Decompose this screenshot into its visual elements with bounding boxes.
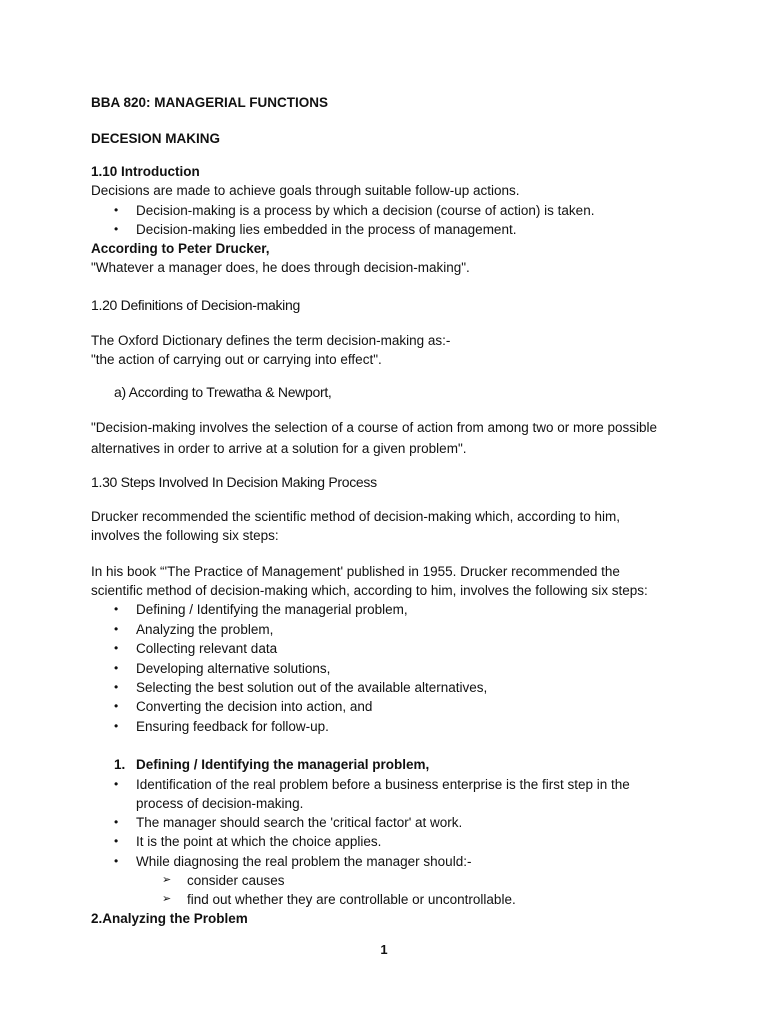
bullet-icon: •: [114, 854, 119, 868]
trewatha-quote-line2: alternatives in order to arrive at a solution for a given problem".: [91, 441, 467, 456]
book-line1: In his book “'The Practice of Management' published in 1955. Drucker recommended the: [91, 564, 620, 579]
trewatha-heading: a) According to Trewatha & Newport,: [114, 384, 332, 400]
bullet-icon: •: [114, 815, 119, 829]
numbered-heading-text: Defining / Identifying the managerial problem,: [136, 757, 430, 772]
list-item-text: Defining / Identifying the managerial problem,: [136, 602, 408, 617]
numbered-heading-number: 1.: [114, 757, 126, 772]
bullet-icon: •: [114, 203, 119, 217]
arrow-bullet-icon: ➢: [162, 893, 172, 905]
intro-heading: 1.10 Introduction: [91, 164, 200, 179]
sub-list-item-text: consider causes: [187, 873, 285, 888]
list-item-text: Converting the decision into action, and: [136, 699, 373, 714]
bullet-icon: •: [114, 661, 119, 675]
bullet-icon: •: [114, 222, 119, 236]
oxford-quote: "the action of carrying out or carrying into effect".: [91, 352, 382, 367]
drucker-label: According to Peter Drucker,: [91, 241, 270, 256]
list-item-text: Analyzing the problem,: [136, 622, 274, 637]
bullet-icon: •: [114, 719, 119, 733]
steps-intro-line1: Drucker recommended the scientific method of decision-making which, according to him,: [91, 509, 620, 524]
arrow-bullet-icon: ➢: [162, 874, 172, 886]
sub-list-item-text: find out whether they are controllable or uncontrollable.: [187, 892, 516, 907]
oxford-text: The Oxford Dictionary defines the term decision-making as:-: [91, 333, 451, 348]
list-item-text: The manager should search the 'critical factor' at work.: [136, 815, 463, 830]
definitions-heading: 1.20 Definitions of Decision-making: [91, 297, 300, 313]
intro-text: Decisions are made to achieve goals through suitable follow-up actions.: [91, 183, 520, 198]
list-item-text: Decision-making lies embedded in the process of management.: [136, 222, 517, 237]
trewatha-quote-line1: "Decision-making involves the selection of a course of action from among two or more possible: [91, 420, 658, 435]
bullet-icon: •: [114, 834, 119, 848]
bullet-icon: •: [114, 680, 119, 694]
bullet-icon: •: [114, 699, 119, 713]
list-item-text: While diagnosing the real problem the manager should:-: [136, 854, 472, 869]
book-line2: scientific method of decision-making which, according to him, involves the following six steps:: [91, 583, 648, 598]
list-item-text: It is the point at which the choice applies.: [136, 834, 382, 849]
steps-intro-line2: involves the following six steps:: [91, 528, 279, 543]
bullet-icon: •: [114, 602, 119, 616]
drucker-quote: "Whatever a manager does, he does through decision-making".: [91, 260, 470, 275]
analyzing-heading: 2.Analyzing the Problem: [91, 911, 248, 926]
list-item-text: Decision-making is a process by which a decision (course of action) is taken.: [136, 203, 595, 218]
course-title: BBA 820: MANAGERIAL FUNCTIONS: [91, 95, 329, 110]
page-number: 1: [380, 942, 388, 957]
bullet-icon: •: [114, 641, 119, 655]
steps-heading: 1.30 Steps Involved In Decision Making Process: [91, 474, 377, 490]
bullet-icon: •: [114, 777, 119, 791]
list-item-text: Identification of the real problem before a business enterprise is the first step in the: [136, 777, 630, 792]
list-item-text: Ensuring feedback for follow-up.: [136, 719, 329, 734]
list-item-continuation: process of decision-making.: [136, 796, 304, 811]
list-item-text: Collecting relevant data: [136, 641, 278, 656]
list-item-text: Developing alternative solutions,: [136, 661, 331, 676]
list-item-text: Selecting the best solution out of the available alternatives,: [136, 680, 488, 695]
bullet-icon: •: [114, 622, 119, 636]
topic-title: DECESION MAKING: [91, 131, 221, 146]
